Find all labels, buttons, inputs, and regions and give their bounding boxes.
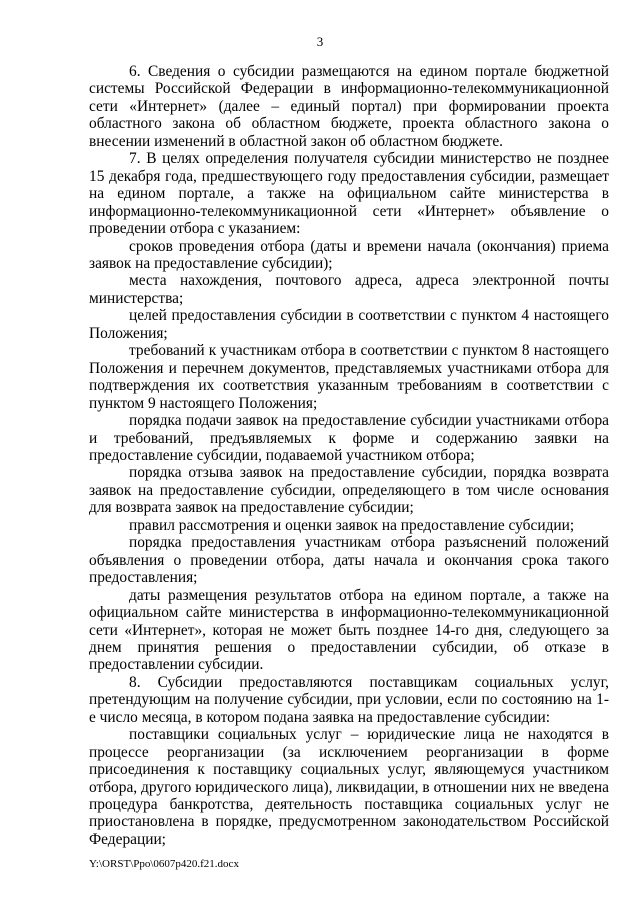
paragraph-8: 8. Субсидии предоставляются поставщикам социальных услуг, претендующим на получение субсидии, при условии, если по состоянию на 1-е число месяца, в котором подана заявка на предоставление субсидии: (89, 673, 609, 726)
footer-file-path: Y:\ORST\Ppo\0607p420.f21.docx (89, 858, 239, 870)
paragraph-7: 7. В целях определения получателя субсидии министерство не позднее 15 декабря года, предшествующего году предоставления субсидии, размещает на едином портале, а также на официальном сайте министерства в информационно-телекоммуникационной сети «Интернет» объявление о проведении отбора с указанием: (89, 150, 609, 238)
list-item-legal-entities: поставщики социальных услуг – юридические лица не находятся в процессе реорганизации (за исключением реорганизации в форме присоединения к поставщику социальных услуг, являющемуся участником отбора, другого юридического лица), ликвидации, в отношении них не введена процедура банкротства, деятельность поставщика социальных услуг не приостановлена в порядке, предусмотренном законодательством Российской Федерации; (89, 726, 609, 848)
list-item-results-date: даты размещения результатов отбора на едином портале, а также на официальном сайте министерства в информационно-телекоммуникационной сети «Интернет», которая не может быть позднее 14-го дня, следующего за днем принятия решения о предоставлении субсидии, об отказе в предоставлении субсидии. (89, 586, 609, 674)
paragraph-6: 6. Сведения о субсидии размещаются на едином портале бюджетной системы Российской Федерации в информационно-телекоммуникационной сети «Интернет» (далее – единый портал) при формировании проекта областного закона об областном бюджете, проекта областного закона о внесении изменений в областной закон об областном бюджете. (89, 63, 609, 150)
list-item-submission-order: порядка подачи заявок на предоставление субсидии участниками отбора и требований, предъявляемых к форме и содержанию заявки на предоставление субсидии, подаваемой участником отбора; (89, 412, 609, 464)
list-item-evaluation-rules: правил рассмотрения и оценки заявок на предоставление субсидии; (129, 516, 575, 534)
list-item-location: места нахождения, почтового адреса, адреса электронной почты министерства; (89, 272, 609, 307)
list-item-goals: целей предоставления субсидии в соответствии с пунктом 4 настоящего Положения; (89, 307, 609, 342)
list-item-clarifications: порядка предоставления участникам отбора разъяснений положений объявления о проведении отбора, даты начала и окончания срока такого предоставления; (89, 534, 609, 587)
page-number: 3 (316, 34, 324, 49)
list-item-deadlines: сроков проведения отбора (даты и времени начала (окончания) приема заявок на предоставление субсидии); (89, 237, 609, 272)
document-body (89, 63, 609, 848)
list-item-requirements: требований к участникам отбора в соответствии с пунктом 8 настоящего Положения и перечнем документов, представляемых участниками отбора для подтверждения их соответствия указанным требованиям в соответствии с пунктом 9 настоящего Положения; (89, 342, 609, 412)
list-item-withdrawal-order: порядка отзыва заявок на предоставление субсидии, порядка возврата заявок на предоставление субсидии, определяющего в том числе основания для возврата заявок на предоставление субсидии; (89, 464, 609, 517)
